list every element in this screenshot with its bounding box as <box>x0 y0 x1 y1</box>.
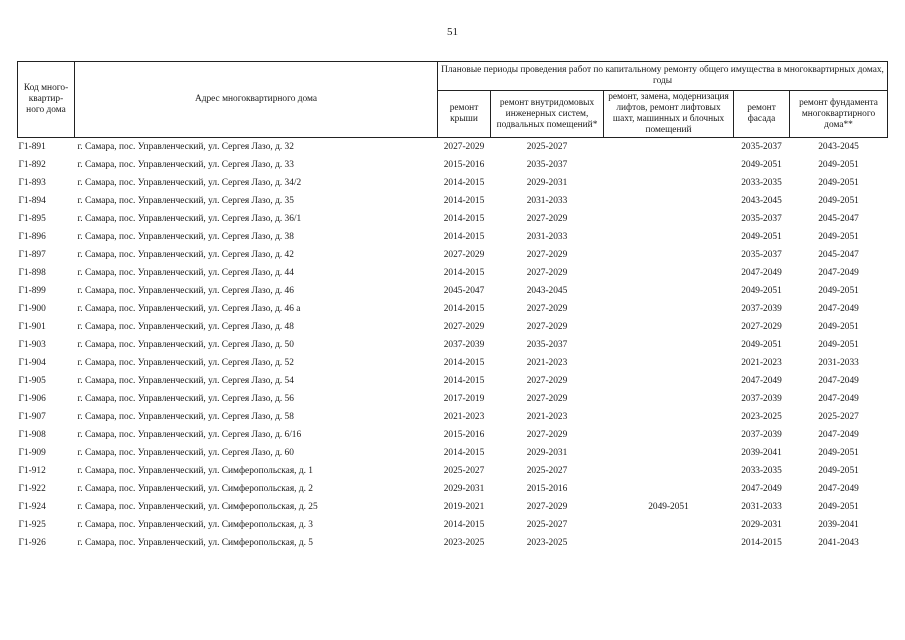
cell-code: Г1-907 <box>18 412 46 422</box>
cell-address: г. Самара, пос. Управленческий, ул. Сергея Лазо, д. 6/16 <box>77 430 302 440</box>
cell-elevators <box>604 408 734 426</box>
cell-address: г. Самара, пос. Управленческий, ул. Сергея Лазо, д. 32 <box>77 142 294 152</box>
table-body <box>18 138 888 553</box>
cell-code: Г1-901 <box>18 322 46 332</box>
cell-foundation: 2047-2049 <box>818 376 859 386</box>
cell-roof: 2014-2015 <box>443 358 485 368</box>
cell-engineering: 2043-2045 <box>526 286 568 296</box>
cell-roof: 2023-2025 <box>443 538 485 548</box>
cell-roof: 2045-2047 <box>443 286 485 296</box>
cell-foundation: 2049-2051 <box>818 340 859 350</box>
cell-engineering: 2023-2025 <box>526 538 568 548</box>
cell-code: Г1-904 <box>18 358 46 368</box>
cell-foundation: 2047-2049 <box>818 268 859 278</box>
cell-engineering: 2035-2037 <box>526 160 568 170</box>
table-row <box>18 516 888 534</box>
cell-facade: 2049-2051 <box>741 340 782 350</box>
cell-elevators <box>604 138 734 157</box>
cell-foundation: 2045-2047 <box>818 214 859 224</box>
cell-foundation: 2049-2051 <box>818 466 859 476</box>
table-row <box>18 408 888 426</box>
cell-address: г. Самара, пос. Управленческий, ул. Симферопольская, д. 2 <box>77 484 313 494</box>
header-facade: ремонт фасада <box>734 91 790 138</box>
cell-code: Г1-900 <box>18 304 46 314</box>
cell-code: Г1-906 <box>18 394 46 404</box>
cell-facade: 2031-2033 <box>741 502 782 512</box>
cell-facade: 2047-2049 <box>741 268 782 278</box>
header-foundation: ремонт фундамента многоквартирного дома** <box>790 91 888 138</box>
cell-foundation: 2041-2043 <box>818 538 859 548</box>
cell-code: Г1-905 <box>18 376 46 386</box>
cell-address: г. Самара, пос. Управленческий, ул. Симферопольская, д. 25 <box>77 502 318 512</box>
cell-roof: 2017-2019 <box>443 394 485 404</box>
cell-elevators <box>604 462 734 480</box>
cell-engineering: 2031-2033 <box>526 232 568 242</box>
cell-elevators <box>604 354 734 372</box>
cell-roof: 2029-2031 <box>443 484 485 494</box>
cell-foundation: 2049-2051 <box>818 448 859 458</box>
table-row <box>18 138 888 157</box>
cell-foundation: 2049-2051 <box>818 232 859 242</box>
cell-address: г. Самара, пос. Управленческий, ул. Сергея Лазо, д. 52 <box>77 358 294 368</box>
cell-elevators <box>604 480 734 498</box>
cell-address: г. Самара, пос. Управленческий, ул. Сергея Лазо, д. 60 <box>77 448 294 458</box>
header-roof: ремонт крыши <box>438 91 491 138</box>
table-row <box>18 390 888 408</box>
cell-code: Г1-893 <box>18 178 46 188</box>
cell-facade: 2039-2041 <box>741 448 782 458</box>
cell-elevators <box>604 282 734 300</box>
table-row <box>18 192 888 210</box>
cell-engineering: 2027-2029 <box>526 268 568 278</box>
cell-foundation: 2049-2051 <box>818 178 859 188</box>
cell-elevators <box>604 156 734 174</box>
cell-roof: 2014-2015 <box>443 232 485 242</box>
cell-facade: 2023-2025 <box>741 412 782 422</box>
cell-elevators <box>604 318 734 336</box>
cell-code: Г1-895 <box>18 214 46 224</box>
table-row <box>18 462 888 480</box>
cell-facade: 2043-2045 <box>741 196 782 206</box>
cell-elevators <box>604 264 734 282</box>
cell-elevators <box>604 228 734 246</box>
cell-code: Г1-898 <box>18 268 46 278</box>
cell-code: Г1-896 <box>18 232 46 242</box>
cell-address: г. Самара, пос. Управленческий, ул. Сергея Лазо, д. 54 <box>77 376 294 386</box>
cell-code: Г1-892 <box>18 160 46 170</box>
header-group: Плановые периоды проведения работ по капитальному ремонту общего имущества в многоквартирных домах, годы <box>438 62 888 91</box>
cell-engineering: 2027-2029 <box>526 250 568 260</box>
cell-foundation: 2043-2045 <box>818 142 859 152</box>
table-row <box>18 372 888 390</box>
cell-roof: 2019-2021 <box>443 502 485 512</box>
cell-foundation: 2039-2041 <box>818 520 859 530</box>
cell-facade: 2035-2037 <box>741 250 782 260</box>
cell-engineering: 2031-2033 <box>526 196 568 206</box>
cell-foundation: 2049-2051 <box>818 322 859 332</box>
cell-facade: 2033-2035 <box>741 466 782 476</box>
cell-address: г. Самара, пос. Управленческий, ул. Симферопольская, д. 3 <box>77 520 313 530</box>
table-row <box>18 444 888 462</box>
cell-code: Г1-926 <box>18 538 46 548</box>
cell-address: г. Самара, пос. Управленческий, ул. Сергея Лазо, д. 36/1 <box>77 214 302 224</box>
cell-facade: 2049-2051 <box>741 160 782 170</box>
cell-address: г. Самара, пос. Управленческий, ул. Сергея Лазо, д. 34/2 <box>77 178 302 188</box>
cell-facade: 2027-2029 <box>741 322 782 332</box>
table-row <box>18 246 888 264</box>
cell-engineering: 2027-2029 <box>526 394 568 404</box>
cell-elevators <box>604 516 734 534</box>
cell-facade: 2049-2051 <box>741 286 782 296</box>
table-row <box>18 300 888 318</box>
cell-engineering: 2027-2029 <box>526 502 568 512</box>
cell-roof: 2027-2029 <box>443 142 485 152</box>
cell-roof: 2014-2015 <box>443 268 485 278</box>
cell-roof: 2014-2015 <box>443 214 485 224</box>
table-row <box>18 318 888 336</box>
cell-roof: 2014-2015 <box>443 178 485 188</box>
table-row <box>18 174 888 192</box>
table-row <box>18 264 888 282</box>
table-row <box>18 228 888 246</box>
cell-foundation: 2049-2051 <box>818 502 859 512</box>
cell-engineering: 2021-2023 <box>526 412 568 422</box>
cell-engineering: 2027-2029 <box>526 322 568 332</box>
page-number: 51 <box>447 26 458 38</box>
cell-code: Г1-894 <box>18 196 46 206</box>
cell-engineering: 2025-2027 <box>526 466 568 476</box>
cell-facade: 2035-2037 <box>741 142 782 152</box>
cell-code: Г1-899 <box>18 286 46 296</box>
table-row <box>18 336 888 354</box>
cell-roof: 2025-2027 <box>443 466 485 476</box>
cell-facade: 2021-2023 <box>741 358 782 368</box>
cell-address: г. Самара, пос. Управленческий, ул. Сергея Лазо, д. 33 <box>77 160 294 170</box>
cell-roof: 2014-2015 <box>443 376 485 386</box>
cell-elevators <box>604 300 734 318</box>
cell-elevators <box>604 444 734 462</box>
cell-engineering: 2027-2029 <box>526 430 568 440</box>
cell-address: г. Самара, пос. Управленческий, ул. Сергея Лазо, д. 46 а <box>77 304 301 314</box>
header-code: Код много-квартир-ного дома <box>18 62 75 138</box>
cell-roof: 2014-2015 <box>443 304 485 314</box>
cell-roof: 2027-2029 <box>443 250 485 260</box>
table-row <box>18 426 888 444</box>
header-address: Адрес многоквартирного дома <box>75 62 438 138</box>
cell-facade: 2033-2035 <box>741 178 782 188</box>
cell-engineering: 2029-2031 <box>526 178 568 188</box>
cell-roof: 2014-2015 <box>443 196 485 206</box>
table-row <box>18 354 888 372</box>
cell-address: г. Самара, пос. Управленческий, ул. Сергея Лазо, д. 38 <box>77 232 294 242</box>
cell-address: г. Самара, пос. Управленческий, ул. Симферопольская, д. 5 <box>77 538 313 548</box>
cell-facade: 2014-2015 <box>741 538 782 548</box>
cell-code: Г1-897 <box>18 250 46 260</box>
cell-foundation: 2049-2051 <box>818 196 859 206</box>
cell-foundation: 2047-2049 <box>818 430 859 440</box>
cell-address: г. Самара, пос. Управленческий, ул. Сергея Лазо, д. 50 <box>77 340 294 350</box>
cell-code: Г1-912 <box>18 466 46 476</box>
cell-address: г. Самара, пос. Управленческий, ул. Симферопольская, д. 1 <box>77 466 313 476</box>
cell-roof: 2014-2015 <box>443 520 485 530</box>
cell-address: г. Самара, пос. Управленческий, ул. Сергея Лазо, д. 35 <box>77 196 294 206</box>
cell-address: г. Самара, пос. Управленческий, ул. Сергея Лазо, д. 58 <box>77 412 294 422</box>
header-engineering: ремонт внутридомовых инженерных систем, подвальных помещений* <box>491 91 604 138</box>
cell-elevators <box>604 426 734 444</box>
cell-roof: 2037-2039 <box>443 340 485 350</box>
cell-roof: 2015-2016 <box>443 160 485 170</box>
cell-code: Г1-891 <box>18 142 46 152</box>
cell-facade: 2047-2049 <box>741 376 782 386</box>
table-row <box>18 282 888 300</box>
cell-elevators <box>604 390 734 408</box>
cell-code: Г1-908 <box>18 430 46 440</box>
cell-code: Г1-909 <box>18 448 46 458</box>
table-header <box>18 62 888 138</box>
cell-address: г. Самара, пос. Управленческий, ул. Сергея Лазо, д. 42 <box>77 250 294 260</box>
cell-engineering: 2025-2027 <box>526 142 568 152</box>
cell-roof: 2021-2023 <box>443 412 485 422</box>
cell-roof: 2014-2015 <box>443 448 485 458</box>
table-row <box>18 480 888 498</box>
cell-engineering: 2035-2037 <box>526 340 568 350</box>
cell-facade: 2047-2049 <box>741 484 782 494</box>
cell-foundation: 2047-2049 <box>818 304 859 314</box>
cell-facade: 2037-2039 <box>741 430 782 440</box>
cell-foundation: 2047-2049 <box>818 484 859 494</box>
table-row <box>18 156 888 174</box>
cell-elevators <box>604 174 734 192</box>
cell-facade: 2035-2037 <box>741 214 782 224</box>
cell-code: Г1-925 <box>18 520 46 530</box>
cell-engineering: 2027-2029 <box>526 214 568 224</box>
cell-address: г. Самара, пос. Управленческий, ул. Сергея Лазо, д. 56 <box>77 394 294 404</box>
cell-elevators <box>604 534 734 552</box>
cell-code: Г1-903 <box>18 340 46 350</box>
table-row <box>18 210 888 228</box>
cell-engineering: 2021-2023 <box>526 358 568 368</box>
cell-roof: 2027-2029 <box>443 322 485 332</box>
table-row <box>18 534 888 552</box>
cell-facade: 2049-2051 <box>741 232 782 242</box>
cell-engineering: 2029-2031 <box>526 448 568 458</box>
cell-elevators <box>604 246 734 264</box>
cell-engineering: 2027-2029 <box>526 304 568 314</box>
cell-foundation: 2049-2051 <box>818 286 859 296</box>
header-elevators: ремонт, замена, модернизация лифтов, ремонт лифтовых шахт, машинных и блочных помещений <box>604 91 734 138</box>
cell-facade: 2037-2039 <box>741 394 782 404</box>
cell-elevators <box>604 192 734 210</box>
cell-elevators: 2049-2051 <box>648 502 689 512</box>
cell-elevators <box>604 210 734 228</box>
cell-address: г. Самара, пос. Управленческий, ул. Сергея Лазо, д. 46 <box>77 286 294 296</box>
cell-foundation: 2031-2033 <box>818 358 859 368</box>
cell-code: Г1-922 <box>18 484 46 494</box>
cell-foundation: 2047-2049 <box>818 394 859 404</box>
capital-repair-table <box>17 61 888 552</box>
cell-roof: 2015-2016 <box>443 430 485 440</box>
cell-code: Г1-924 <box>18 502 46 512</box>
table-row <box>18 498 888 516</box>
cell-engineering: 2025-2027 <box>526 520 568 530</box>
cell-facade: 2029-2031 <box>741 520 782 530</box>
cell-elevators <box>604 336 734 354</box>
cell-engineering: 2027-2029 <box>526 376 568 386</box>
cell-address: г. Самара, пос. Управленческий, ул. Сергея Лазо, д. 48 <box>77 322 294 332</box>
cell-foundation: 2025-2027 <box>818 412 859 422</box>
cell-address: г. Самара, пос. Управленческий, ул. Сергея Лазо, д. 44 <box>77 268 294 278</box>
cell-foundation: 2045-2047 <box>818 250 859 260</box>
cell-engineering: 2015-2016 <box>526 484 568 494</box>
cell-foundation: 2049-2051 <box>818 160 859 170</box>
cell-facade: 2037-2039 <box>741 304 782 314</box>
cell-elevators <box>604 372 734 390</box>
